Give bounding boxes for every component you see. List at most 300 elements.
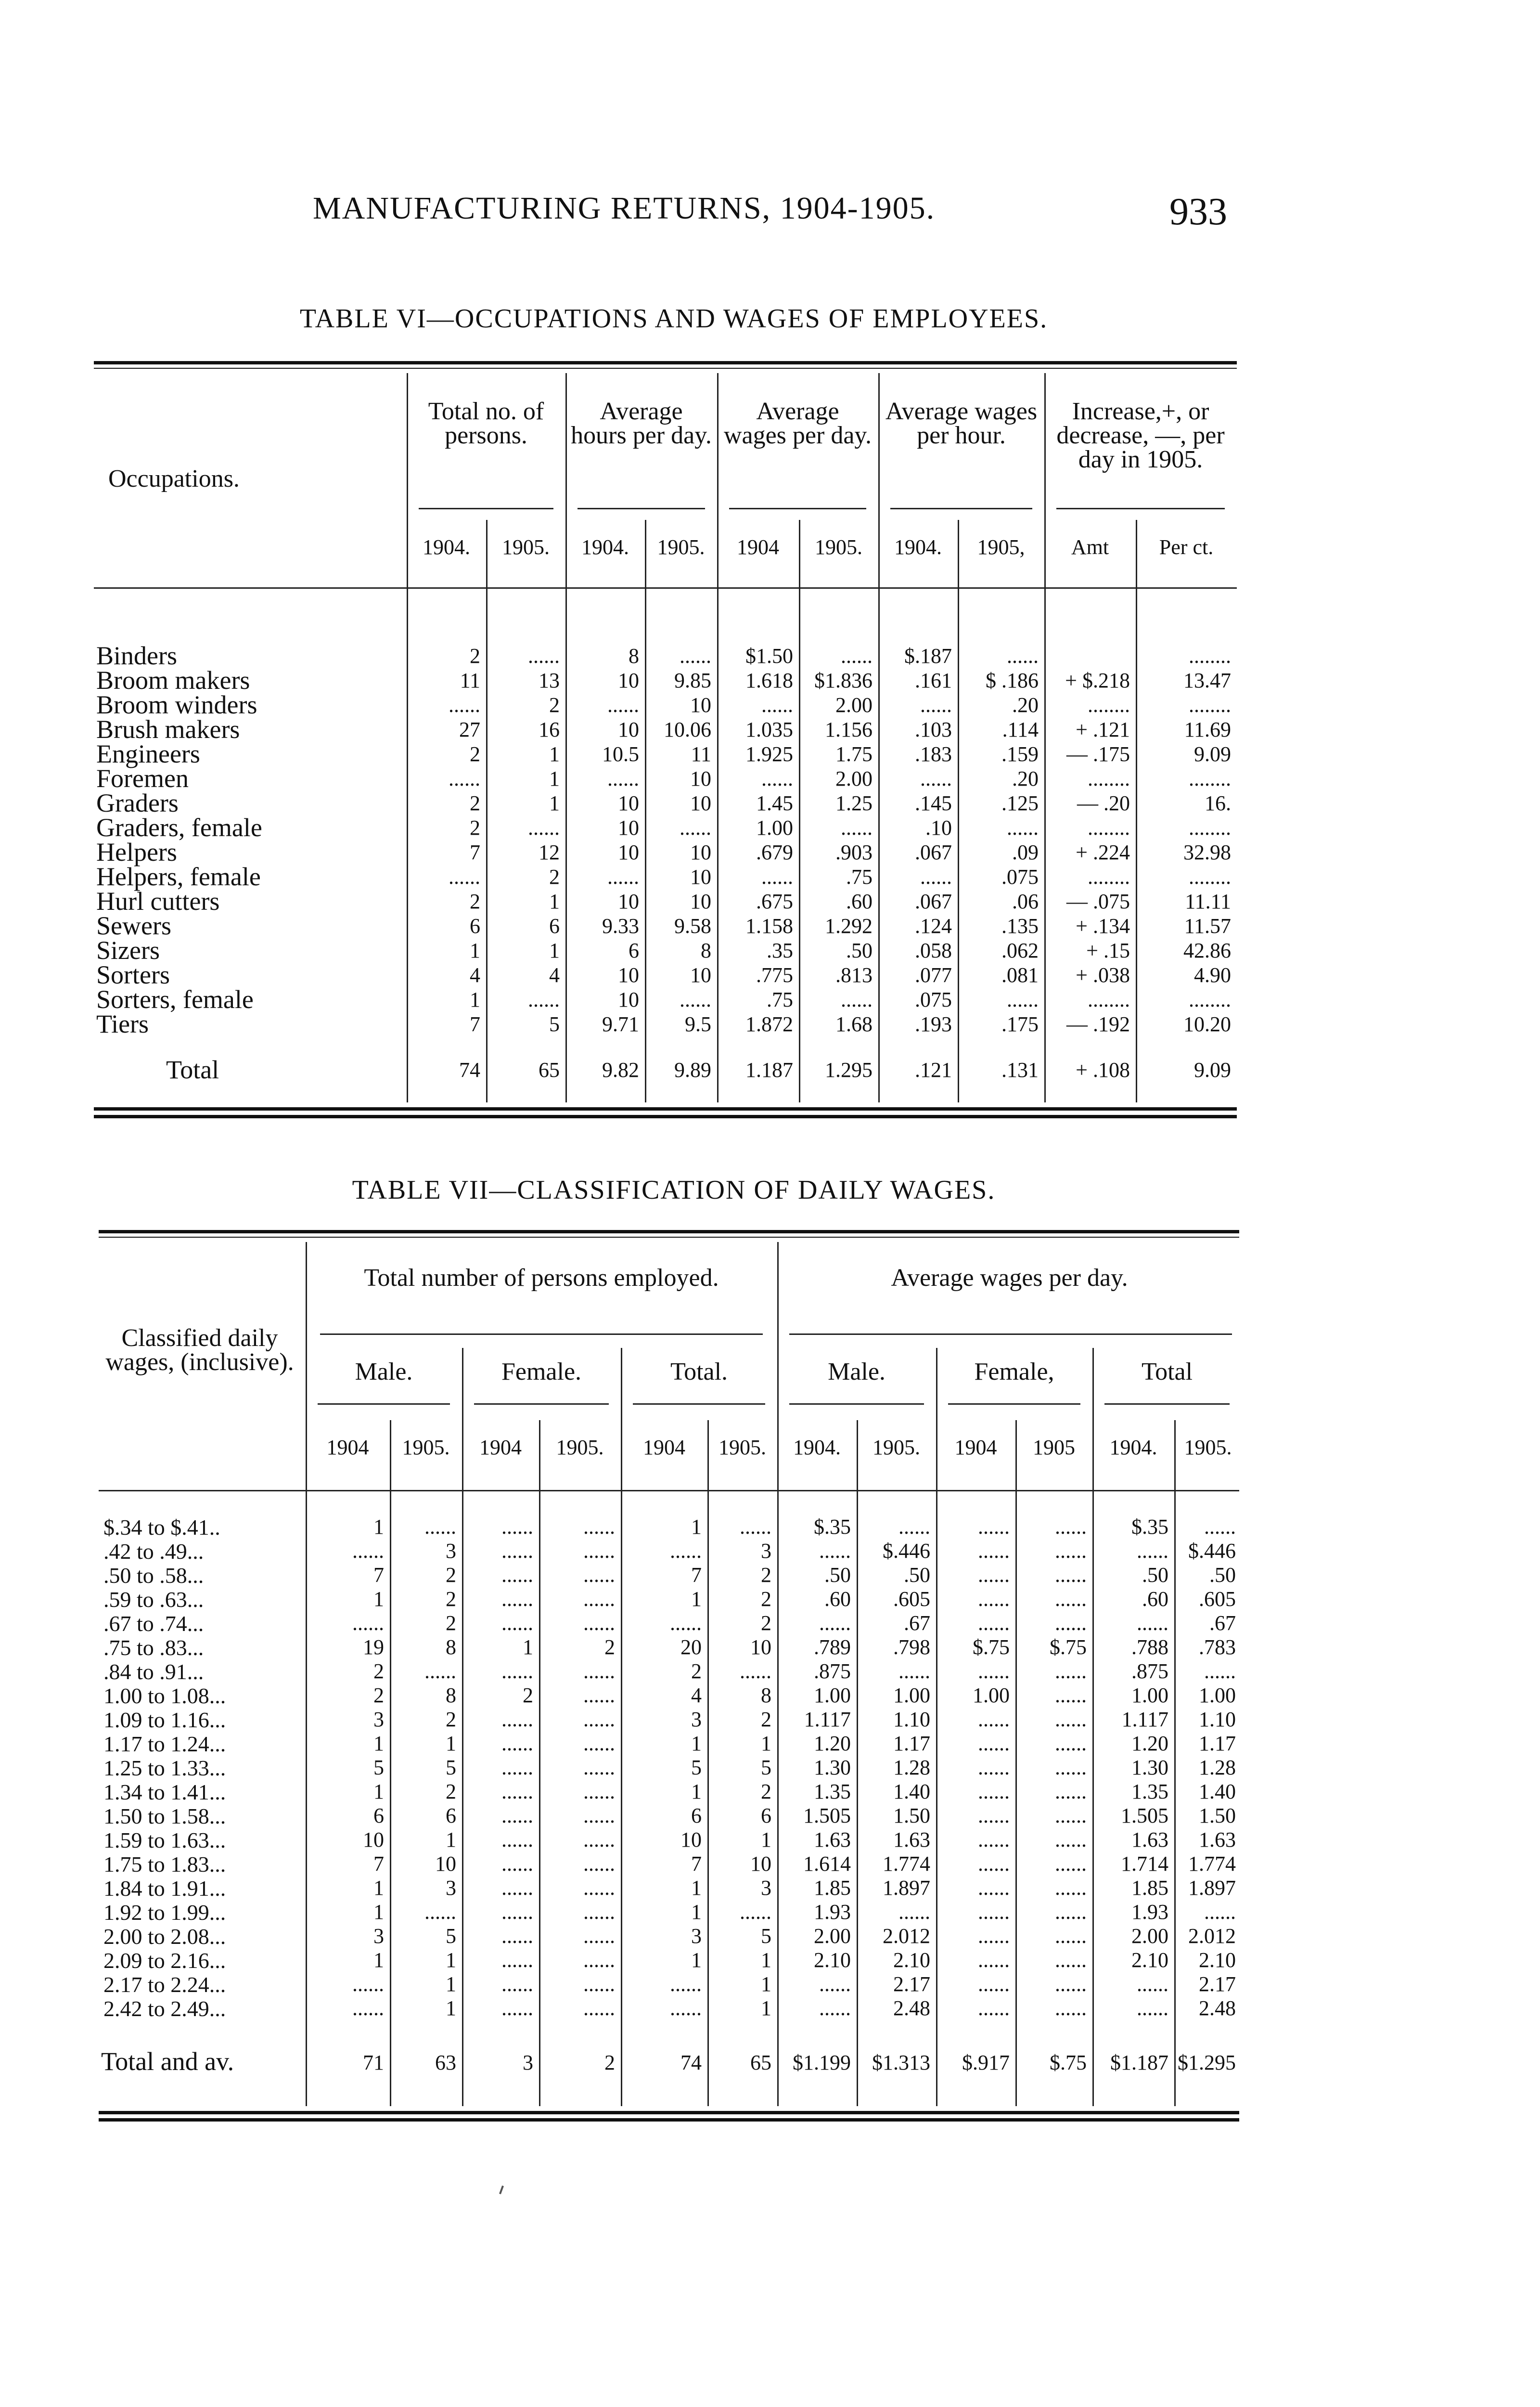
- table7-total-cell: 2: [604, 2051, 615, 2074]
- table7-cell: ......: [583, 1756, 615, 1779]
- table7-row-label: 1.59 to 1.63...: [103, 1828, 226, 1852]
- table6-total-cell: 9.89: [674, 1058, 711, 1082]
- table7-cell: 1.117: [804, 1708, 851, 1731]
- table6-total-cell: 1.295: [825, 1058, 873, 1082]
- table6-cell: 12: [539, 841, 560, 864]
- table7-row-label: .59 to .63...: [103, 1587, 204, 1612]
- table6-cell: 10.5: [602, 742, 639, 766]
- table7-row-label: 1.75 to 1.83...: [103, 1852, 226, 1876]
- table7-cell: 1: [691, 1948, 702, 1972]
- table6-cell: 10: [618, 841, 639, 864]
- table6-cell: 8: [701, 939, 711, 962]
- table6-cell: ......: [528, 988, 560, 1011]
- table6-cell: 13: [539, 669, 560, 692]
- table6-cell: ......: [680, 644, 711, 668]
- table6-cell: + .134: [1076, 914, 1130, 938]
- table6-top-rule: [94, 361, 1237, 364]
- table6-cell: .06: [1012, 890, 1039, 913]
- table6-cell: 10: [690, 767, 711, 790]
- table7-cell: ......: [898, 1659, 930, 1683]
- table7-cell: 2: [446, 1563, 456, 1587]
- table7-cell: 2.10: [814, 1948, 851, 1972]
- table7-cell: 1.40: [893, 1780, 930, 1803]
- table6-group-2: Average wages per day.: [723, 398, 872, 449]
- table7-cell: .50: [1142, 1563, 1168, 1587]
- table6-cell: ........: [1088, 988, 1130, 1011]
- table6-cell: 10: [690, 865, 711, 889]
- table7-cell: 1.00: [814, 1683, 851, 1707]
- table7-total-cell: 71: [363, 2051, 384, 2074]
- table7-stub-header: Classified daily wages, (inclusive).: [105, 1324, 294, 1376]
- table6-cell: + .121: [1076, 718, 1130, 741]
- table6-cell: .125: [1001, 791, 1039, 815]
- table6-row-label: Engineers: [96, 739, 200, 768]
- table6-cell: 9.5: [685, 1012, 711, 1036]
- table7-cell: .605: [1199, 1587, 1236, 1611]
- table6-row-label: Helpers, female: [96, 862, 261, 891]
- table7-year-2: 1904: [479, 1436, 522, 1459]
- table7-cell: ......: [1137, 1972, 1168, 1996]
- table7-cell: ......: [1055, 1876, 1087, 1900]
- table7-cell: ......: [583, 1804, 615, 1827]
- table7-group-rule-5: [1104, 1403, 1230, 1405]
- table7-super-rule-0: [320, 1333, 763, 1335]
- table7-cell: ......: [670, 1972, 702, 1996]
- table6-year-1: 1905.: [502, 535, 550, 559]
- table7-cell: 2.00: [1131, 1924, 1168, 1948]
- table6-cell: 11: [460, 669, 480, 692]
- table7-cell: ......: [583, 1708, 615, 1731]
- table7-cell: ......: [740, 1900, 771, 1924]
- table7-cell: ......: [1137, 1996, 1168, 2020]
- table6-cell: .183: [915, 742, 952, 766]
- table6-cell: ......: [528, 644, 560, 668]
- table6-cell: .10: [925, 816, 952, 840]
- table7-cell: ......: [1055, 1996, 1087, 2020]
- table7-cell: 5: [761, 1756, 771, 1779]
- table7-year-10: 1904.: [1109, 1436, 1157, 1459]
- table6-cell: .081: [1001, 963, 1039, 987]
- table6-row-label: Hurl cutters: [96, 887, 220, 916]
- table6-cell: ......: [841, 816, 873, 840]
- table7-cell: ......: [1137, 1539, 1168, 1563]
- table7-cell: ......: [670, 1611, 702, 1635]
- table7-cell: .60: [824, 1587, 851, 1611]
- table7-group-5: Total: [1141, 1358, 1193, 1385]
- table7-cell: 1.17: [893, 1732, 930, 1755]
- table6-row-label: Tiers: [96, 1009, 149, 1038]
- table7-cell: 2: [446, 1780, 456, 1803]
- table7-cell: 2: [761, 1563, 771, 1587]
- table7-cell: .67: [1209, 1611, 1236, 1635]
- table7-cell: ......: [819, 1539, 851, 1563]
- table7-cell: ......: [978, 1876, 1010, 1900]
- table6-cell: 1: [549, 939, 560, 962]
- table6-row-label: Helpers: [96, 838, 177, 867]
- table6-row-label: Sorters, female: [96, 985, 254, 1014]
- table7-cell: 3: [373, 1924, 384, 1948]
- table7-cell: 1.63: [893, 1828, 930, 1851]
- table7-cell: 7: [373, 1852, 384, 1876]
- table6-cell: 9.58: [674, 914, 711, 938]
- table7-cell: ......: [583, 1972, 615, 1996]
- table6-cell: 2.00: [835, 767, 873, 790]
- table7-row-label: 2.42 to 2.49...: [103, 1996, 226, 2021]
- table7-row-label: 2.09 to 2.16...: [103, 1948, 226, 1973]
- table7-group-rule-2: [633, 1403, 765, 1405]
- table7-cell: 1: [446, 1732, 456, 1755]
- table6-row-label: Graders: [96, 789, 179, 817]
- table6-cell: .135: [1001, 914, 1039, 938]
- table6-cell: ........: [1189, 693, 1231, 717]
- table7-cell: ......: [1055, 1611, 1087, 1635]
- table7-cell: ......: [1055, 1780, 1087, 1803]
- table7-cell: 7: [691, 1852, 702, 1876]
- table7-total-cell: $.75: [1050, 2051, 1087, 2074]
- table7-cell: 1.30: [814, 1756, 851, 1779]
- table7-cell: $.75: [1050, 1635, 1087, 1659]
- table6-cell: .193: [915, 1012, 952, 1036]
- table6-cell: ......: [607, 767, 639, 790]
- table7-cell: 1.774: [883, 1852, 930, 1876]
- table7-cell: ......: [978, 1924, 1010, 1948]
- table7-cell: ......: [819, 1611, 851, 1635]
- table6-cell: ......: [920, 767, 952, 790]
- table7-year-4: 1904: [643, 1436, 685, 1459]
- table7-bottom-rule-2: [99, 2118, 1239, 2122]
- table7-total-cell: $1.199: [793, 2051, 851, 2074]
- table6-row-label: Broom winders: [96, 690, 257, 719]
- table7-cell: ......: [501, 1732, 533, 1755]
- table6-total-cell: 74: [459, 1058, 480, 1082]
- table6-cell: 1: [470, 939, 480, 962]
- table6-total-cell: 1.187: [745, 1058, 793, 1082]
- page-number: 933: [1169, 191, 1227, 233]
- table7-cell: .798: [893, 1635, 930, 1659]
- table7-cell: ......: [898, 1900, 930, 1924]
- table7-row-label: 1.09 to 1.16...: [103, 1708, 226, 1732]
- print-speck: [499, 2186, 504, 2194]
- table6-cell: 1.00: [756, 816, 793, 840]
- table6-cell: .903: [835, 841, 873, 864]
- table7-cell: ......: [583, 1515, 615, 1539]
- table7-cell: ......: [978, 1756, 1010, 1779]
- table6-total-cell: 9.09: [1194, 1058, 1231, 1082]
- table7-cell: ......: [1204, 1659, 1236, 1683]
- table6-cell: 10: [618, 669, 639, 692]
- table7-cell: ......: [501, 1756, 533, 1779]
- table7-cell: 5: [446, 1756, 456, 1779]
- table6-bottom-rule: [94, 1107, 1237, 1111]
- table7-cell: 1.897: [883, 1876, 930, 1900]
- table6-cell: .175: [1001, 1012, 1039, 1036]
- table6-cell: 9.85: [674, 669, 711, 692]
- table7-cell: ......: [1055, 1732, 1087, 1755]
- table6-cell: 4.90: [1194, 963, 1231, 987]
- table6-cell: ........: [1189, 644, 1231, 668]
- table7-cell: ......: [1137, 1611, 1168, 1635]
- table6-group-rule-1: [578, 508, 705, 509]
- table7-cell: 1.897: [1188, 1876, 1236, 1900]
- table6-year-8: Amt: [1071, 535, 1109, 559]
- table7-cell: ......: [978, 1948, 1010, 1972]
- table7-title: TABLE VII—CLASSIFICATION OF DAILY WAGES.: [352, 1175, 996, 1205]
- table6-total-label: Total: [166, 1055, 219, 1084]
- table7-cell: 1: [761, 1948, 771, 1972]
- table7-year-11: 1905.: [1184, 1436, 1232, 1459]
- table7-cell: 1: [691, 1732, 702, 1755]
- table6-cell: 1.158: [745, 914, 793, 938]
- table6-cell: 10: [690, 890, 711, 913]
- table6-cell: .075: [1001, 865, 1039, 889]
- table6-cell: 10.20: [1183, 1012, 1231, 1036]
- table6-cell: 11: [691, 742, 711, 766]
- table7-cell: 2: [446, 1611, 456, 1635]
- table7-cell: .605: [893, 1587, 930, 1611]
- table7-cell: ......: [978, 1659, 1010, 1683]
- table6-cell: ........: [1189, 988, 1231, 1011]
- table7-year-6: 1904.: [793, 1436, 841, 1459]
- table6-cell: 10: [618, 988, 639, 1011]
- table7-cell: 7: [373, 1563, 384, 1587]
- table6-cell: + $.218: [1065, 669, 1130, 692]
- table7-cell: 8: [761, 1683, 771, 1707]
- table7-cell: 10: [363, 1828, 384, 1851]
- table6-cell: 1.035: [745, 718, 793, 741]
- table7-row-label: .75 to .83...: [103, 1635, 204, 1660]
- table7-cell: ......: [978, 1852, 1010, 1876]
- table6-row-label: Brush makers: [96, 715, 240, 744]
- table7-cell: .875: [814, 1659, 851, 1683]
- table6-year-4: 1904: [737, 535, 779, 559]
- table6-cell: .062: [1001, 939, 1039, 962]
- table7-cell: ......: [501, 1659, 533, 1683]
- table6-cell: ......: [607, 865, 639, 889]
- table6-cell: — .192: [1066, 1012, 1130, 1036]
- table7-cell: ......: [1055, 1563, 1087, 1587]
- table7-cell: 1.50: [1199, 1804, 1236, 1827]
- table7-cell: 1: [691, 1900, 702, 1924]
- table6-cell: ........: [1088, 816, 1130, 840]
- table6-group-1: Average hours per day.: [571, 398, 712, 449]
- table6-cell: ......: [841, 644, 873, 668]
- table7-cell: 1.63: [814, 1828, 851, 1851]
- table7-row-label: 1.00 to 1.08...: [103, 1683, 226, 1708]
- table7-cell: $.35: [1131, 1515, 1168, 1539]
- table7-cell: 3: [446, 1876, 456, 1900]
- table7-cell: 2: [446, 1708, 456, 1731]
- table6-cell: 10: [618, 791, 639, 815]
- table7-year-8: 1904: [954, 1436, 997, 1459]
- table7-cell: ......: [501, 1587, 533, 1611]
- table6-cell: ......: [761, 865, 793, 889]
- table7-cell: ......: [501, 1900, 533, 1924]
- table7-cell: ......: [978, 1972, 1010, 1996]
- table6-cell: ......: [761, 767, 793, 790]
- table7-total-cell: $.917: [962, 2051, 1010, 2074]
- table7-cell: 3: [691, 1708, 702, 1731]
- table7-row-label: 1.84 to 1.91...: [103, 1876, 226, 1901]
- table7-cell: ......: [583, 1780, 615, 1803]
- table6-group-rule-2: [729, 508, 866, 509]
- table6-header-rule: [94, 587, 1237, 589]
- table7-cell: ......: [424, 1515, 456, 1539]
- table7-cell: ......: [978, 1539, 1010, 1563]
- table6-cell: 7: [470, 1012, 480, 1036]
- table7-total-cell: $1.295: [1178, 2051, 1236, 2074]
- table7-cell: 1: [373, 1948, 384, 1972]
- table7-cell: ......: [501, 1924, 533, 1948]
- table7-cell: 2: [373, 1659, 384, 1683]
- table6-cell: .09: [1012, 841, 1039, 864]
- table7-cell: 1: [761, 1732, 771, 1755]
- table6-cell: ........: [1189, 816, 1231, 840]
- table7-row-label: .67 to .74...: [103, 1611, 204, 1636]
- table6-cell: 2: [470, 890, 480, 913]
- table6-cell: 9.33: [602, 914, 639, 938]
- table7-cell: 1.50: [893, 1804, 930, 1827]
- table6-cell: .145: [915, 791, 952, 815]
- table7-cell: 1: [373, 1900, 384, 1924]
- table7-cell: ......: [819, 1996, 851, 2020]
- table7-year-3: 1905.: [556, 1436, 604, 1459]
- table7-super-rule-1: [789, 1333, 1232, 1335]
- table7-cell: ......: [352, 1996, 384, 2020]
- table7-cell: 2.48: [1199, 1996, 1236, 2020]
- table7-cell: 1: [446, 1972, 456, 1996]
- table6-cell: ........: [1088, 767, 1130, 790]
- table6-cell: 2: [470, 816, 480, 840]
- table6-cell: 10.06: [664, 718, 711, 741]
- table6-cell: .161: [915, 669, 952, 692]
- table7-cell: 1: [373, 1780, 384, 1803]
- table7-cell: ......: [1055, 1924, 1087, 1948]
- table7-cell: 6: [446, 1804, 456, 1827]
- table7-year-9: 1905: [1033, 1436, 1075, 1459]
- table6-cell: 6: [549, 914, 560, 938]
- table7-cell: 1.85: [1131, 1876, 1168, 1900]
- table7-cell: ......: [583, 1948, 615, 1972]
- table7-total-label: Total and av.: [101, 2047, 234, 2076]
- table7-cell: 1.63: [1131, 1828, 1168, 1851]
- table7-cell: .60: [1142, 1587, 1168, 1611]
- table7-cell: 2: [761, 1611, 771, 1635]
- table6-cell: 1.68: [835, 1012, 873, 1036]
- table7-cell: 2: [604, 1635, 615, 1659]
- table7-cell: 2: [373, 1683, 384, 1707]
- table6-cell: ........: [1088, 693, 1130, 717]
- table7-cell: ......: [1055, 1539, 1087, 1563]
- table6-row-label: Sorters: [96, 960, 170, 989]
- table7-cell: ......: [670, 1996, 702, 2020]
- table7-cell: 1: [691, 1780, 702, 1803]
- table6-top-rule-thin: [94, 368, 1237, 369]
- table7-cell: 1.614: [803, 1852, 851, 1876]
- table7-cell: 1.00: [973, 1683, 1010, 1707]
- table6-total-cell: 65: [539, 1058, 560, 1082]
- table6-cell: 2: [549, 693, 560, 717]
- table6-cell: ......: [920, 865, 952, 889]
- table6-cell: .75: [767, 988, 793, 1011]
- table6-cell: 11.57: [1184, 914, 1231, 938]
- table7-cell: 3: [761, 1876, 771, 1900]
- table7-cell: ......: [740, 1659, 771, 1683]
- table6-cell: + .038: [1076, 963, 1130, 987]
- table7-cell: 10: [750, 1635, 771, 1659]
- table6-cell: ......: [1007, 644, 1039, 668]
- table7-cell: ......: [670, 1539, 702, 1563]
- table6-cell: 6: [470, 914, 480, 938]
- table7-cell: 1: [761, 1828, 771, 1851]
- table6-cell: .35: [767, 939, 793, 962]
- table7-cell: 1.774: [1188, 1852, 1236, 1876]
- table7-cell: 10: [750, 1852, 771, 1876]
- table7-cell: 1.00: [1199, 1683, 1236, 1707]
- table6-row-label: Sewers: [96, 911, 171, 940]
- table7-top-rule-thin: [99, 1237, 1239, 1238]
- table7-cell: 2.10: [893, 1948, 930, 1972]
- table7-cell: 1.40: [1199, 1780, 1236, 1803]
- table7-super-persons: Total number of persons employed.: [364, 1264, 719, 1292]
- table7-group-2: Total.: [670, 1358, 728, 1385]
- table7-cell: ......: [583, 1996, 615, 2020]
- table6-cell: .775: [756, 963, 793, 987]
- table7-cell: .67: [904, 1611, 930, 1635]
- table6-year-0: 1904.: [423, 535, 470, 559]
- table6-cell: 32.98: [1183, 841, 1231, 864]
- table7-group-rule-0: [318, 1403, 450, 1405]
- table6-total-cell: .121: [915, 1058, 952, 1082]
- table7-cell: ......: [1055, 1804, 1087, 1827]
- table6-cell: ......: [449, 767, 480, 790]
- table7-cell: ......: [583, 1539, 615, 1563]
- table7-cell: ......: [501, 1611, 533, 1635]
- table7-cell: 2.17: [1199, 1972, 1236, 1996]
- table6-cell: .20: [1012, 767, 1039, 790]
- table6-cell: ......: [680, 988, 711, 1011]
- table6-cell: 10: [618, 816, 639, 840]
- table6-cell: .813: [835, 963, 873, 987]
- table6-cell: 27: [459, 718, 480, 741]
- table6-cell: .114: [1002, 718, 1039, 741]
- table7-cell: ......: [501, 1972, 533, 1996]
- table7-cell: 1: [446, 1948, 456, 1972]
- table7-group-rule-4: [948, 1403, 1080, 1405]
- table6-cell: 1: [549, 742, 560, 766]
- table7-cell: 2: [691, 1659, 702, 1683]
- table7-header-rule: [99, 1490, 1239, 1491]
- table7-total-cell: 65: [750, 2051, 771, 2074]
- table7-cell: 6: [373, 1804, 384, 1827]
- table6-cell: 1: [549, 767, 560, 790]
- table7-cell: 20: [680, 1635, 702, 1659]
- table7-cell: ......: [424, 1659, 456, 1683]
- table7-cell: ......: [978, 1780, 1010, 1803]
- table6-cell: $.187: [904, 644, 952, 668]
- table6-cell: 4: [470, 963, 480, 987]
- table6-cell: .077: [915, 963, 952, 987]
- table7-cell: ......: [501, 1539, 533, 1563]
- table6-cell: 10: [690, 791, 711, 815]
- table7-cell: ......: [501, 1828, 533, 1851]
- table7-cell: 1.505: [1121, 1804, 1168, 1827]
- table7-cell: 1: [691, 1587, 702, 1611]
- table6-cell: 1: [549, 791, 560, 815]
- table6-cell: 2.00: [835, 693, 873, 717]
- table7-cell: 7: [691, 1563, 702, 1587]
- table7-year-5: 1905.: [719, 1436, 766, 1459]
- table6-year-2: 1904.: [581, 535, 629, 559]
